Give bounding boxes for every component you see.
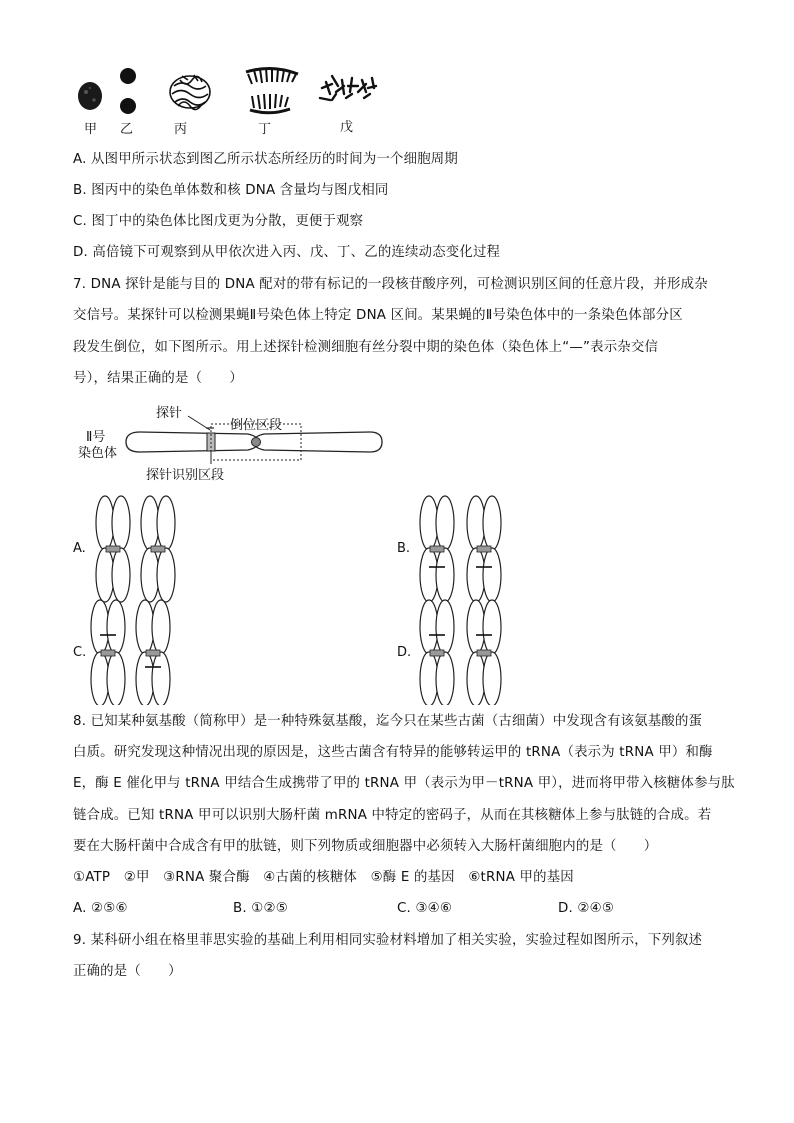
q8-choice-a: A. ②⑤⑥ [73, 901, 128, 916]
q7-options-diagram [0, 495, 794, 705]
option-d-chromosome-2 [467, 600, 501, 705]
q7-line-4: 号），结果正确的是（ ） [73, 371, 243, 386]
option-a-chromosome-2 [141, 496, 175, 602]
q7-option-c-label: C. [73, 645, 87, 660]
option-d-chromosome-1 [420, 600, 454, 705]
chromosome-diagram [70, 400, 410, 485]
option-b-chromosome-1 [420, 496, 454, 602]
label-ding: 丁 [258, 122, 272, 137]
option-c-chromosome-2 [136, 600, 170, 705]
probe-label: 探针 [156, 406, 183, 421]
label-jia: 甲 [84, 122, 98, 137]
q8-line-1: 8. 已知某种氨基酸（简称甲）是一种特殊氨基酸，迄今只在某些古菌（古细菌）中发现含有该氨基酸的蛋 [73, 714, 703, 729]
q9-line-1: 9. 某科研小组在格里菲思实验的基础上利用相同实验材料增加了相关实验，实验过程如图所示，下列叙述 [73, 933, 703, 948]
q8-line-5: 要在大肠杆菌中合成含有甲的肽链，则下列物质或细胞器中必须转入大肠杆菌细胞内的是（ ） [73, 839, 658, 854]
q7-option-b-label: B. [397, 541, 411, 556]
cell-division-figure [70, 62, 390, 142]
recognition-label: 探针识别区段 [146, 468, 225, 483]
q8-choice-d: D. ②④⑤ [558, 901, 615, 916]
q7-option-d-label: D. [397, 645, 412, 660]
chromosome-figure [70, 400, 410, 485]
label-bing: 丙 [174, 122, 188, 137]
q7-option-a-label: A. [73, 541, 86, 556]
cell-ding-image [246, 68, 298, 113]
option-b-chromosome-2 [467, 496, 501, 602]
cell-images [70, 62, 390, 117]
q6-option-a: A. 从图甲所示状态到图乙所示状态所经历的时间为一个细胞周期 [73, 152, 458, 167]
cell-bing-image [170, 75, 210, 110]
q8-choice-b: B. ①②⑤ [233, 901, 288, 916]
q9-line-2: 正确的是（ ） [73, 964, 182, 979]
q8-line-2: 白质。研究发现这种情况出现的原因是，这些古菌含有特异的能够转运甲的 tRNA（表示为 tRNA 甲）和酶 [73, 745, 713, 760]
q7-line-3: 段发生倒位，如下图所示。用上述探针检测细胞有丝分裂中期的染色体（染色体上“—”表示杂交信 [73, 340, 659, 355]
label-wu: 戊 [340, 120, 354, 135]
cell-wu-image [320, 76, 376, 100]
q7-line-1: 7. DNA 探针是能与目的 DNA 配对的带有标记的一段核苷酸序列，可检测识别区间的任意片段，并形成杂 [73, 277, 708, 292]
q8-line-3: E，酶 E 催化甲与 tRNA 甲结合生成携带了甲的 tRNA 甲（表示为甲－tRNA 甲），进而将甲带入核糖体参与肽 [73, 776, 735, 791]
chromosome-label-1: Ⅱ号 [86, 430, 106, 445]
q8-items: ①ATP ②甲 ③RNA 聚合酶 ④古菌的核糖体 ⑤酶 E 的基因 ⑥tRNA 甲的基因 [73, 870, 574, 885]
q8-choice-c: C. ③④⑥ [397, 901, 453, 916]
q6-option-d: D. 高倍镜下可观察到从甲依次进入丙、戊、丁、乙的连续动态变化过程 [73, 245, 501, 260]
chromosome-label-2: 染色体 [78, 446, 118, 461]
cell-yi-image [120, 68, 136, 114]
q7-line-2: 交信号。某探针可以检测果蝇Ⅱ号染色体上特定 DNA 区间。某果蝇的Ⅱ号染色体中的一条染色体部分区 [73, 308, 683, 323]
q6-option-c: C. 图丁中的染色体比图戊更为分散，更便于观察 [73, 214, 364, 229]
cell-jia-image [78, 82, 102, 110]
option-a-chromosome-1 [96, 496, 130, 602]
inversion-label: 倒位区段 [230, 418, 283, 433]
label-yi: 乙 [120, 122, 134, 137]
q6-option-b: B. 图丙中的染色单体数和核 DNA 含量均与图戊相同 [73, 183, 389, 198]
option-c-chromosome-1 [91, 600, 125, 705]
q8-line-4: 链合成。已知 tRNA 甲可以识别大肠杆菌 mRNA 中特定的密码子，从而在其核糖体上参与肽链的合成。若 [73, 808, 712, 823]
